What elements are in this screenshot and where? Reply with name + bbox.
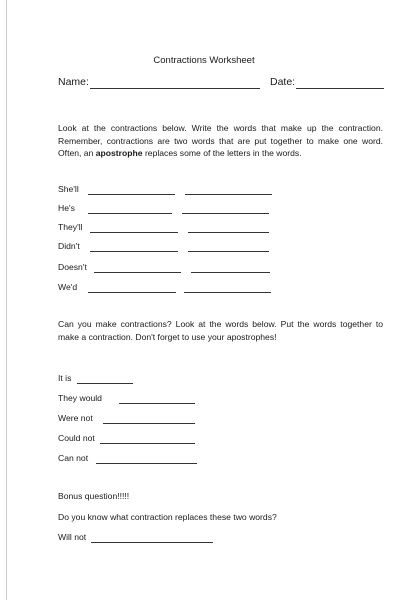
answer-line-1[interactable]	[90, 251, 178, 252]
contraction-word: Didn't	[58, 241, 80, 251]
answer-line-1[interactable]	[88, 292, 176, 293]
date-label: Date:	[270, 76, 296, 88]
answer-line-1[interactable]	[90, 232, 178, 233]
section2-instructions: Can you make contractions? Look at the words below. Put the words together to make a contraction. Don't forget to use your apostrophes!	[58, 319, 383, 342]
word-pair: Were not	[58, 413, 93, 423]
answer-line-2[interactable]	[191, 272, 270, 273]
contraction-word: They'll	[58, 222, 83, 232]
answer-line-2[interactable]	[185, 194, 272, 195]
word-pair: Can not	[58, 453, 89, 463]
answer-line-2[interactable]	[184, 292, 271, 293]
answer-line-2[interactable]	[188, 251, 269, 252]
contraction-answer-line[interactable]	[100, 443, 195, 444]
instructions-paragraph	[58, 122, 383, 160]
answer-line-2[interactable]	[188, 232, 269, 233]
worksheet-title: Contractions Worksheet	[153, 55, 255, 66]
answer-line-2[interactable]	[182, 213, 269, 214]
word-pair: They would	[58, 393, 102, 403]
contraction-word: Doesn't	[58, 262, 87, 272]
bonus-words: Will not	[58, 532, 87, 542]
answer-line-1[interactable]	[88, 213, 172, 214]
word-pair: It is	[58, 373, 72, 383]
contraction-answer-line[interactable]	[77, 383, 133, 384]
word-pair: Could not	[58, 433, 95, 443]
contraction-answer-line[interactable]	[96, 463, 197, 464]
bonus-heading: Bonus question!!!!!	[58, 491, 130, 501]
contraction-word: He's	[58, 203, 75, 213]
name-line[interactable]	[90, 88, 260, 89]
answer-line-1[interactable]	[94, 272, 181, 273]
name-date-row	[58, 76, 383, 92]
contraction-word: She'll	[58, 184, 79, 194]
contraction-answer-line[interactable]	[103, 423, 195, 424]
instructions-bold-word: apostrophe	[95, 148, 143, 158]
contraction-word: We'd	[58, 282, 78, 292]
bonus-answer-line[interactable]	[91, 542, 213, 543]
date-line[interactable]	[296, 88, 384, 89]
bonus-question: Do you know what contraction replaces these two words?	[58, 512, 277, 522]
instructions-text-1: Look at the contractions below. Write the words that make up the contraction. Remember, contractions are two words that are put together to make one word. Often, an	[58, 123, 383, 158]
page-edge	[6, 0, 7, 600]
instructions-text-2: replaces some of the letters in the words.	[144, 148, 302, 158]
answer-line-1[interactable]	[88, 194, 175, 195]
contraction-answer-line[interactable]	[119, 403, 195, 404]
name-label: Name:	[58, 76, 89, 88]
